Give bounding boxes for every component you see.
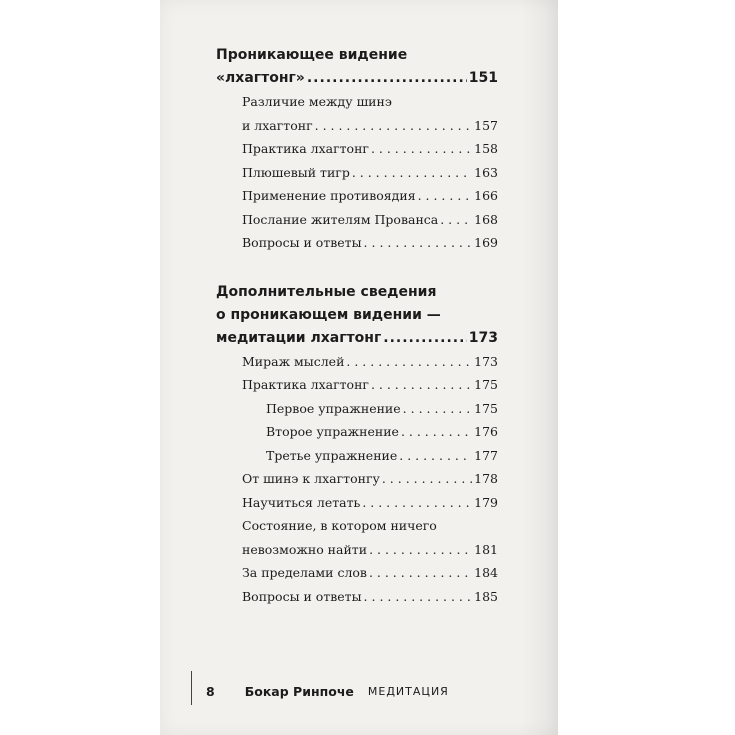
- running-footer: [191, 682, 449, 700]
- page-number: 181: [474, 541, 498, 557]
- footer-page-number: 8: [206, 683, 215, 699]
- toc-entry: [216, 585, 498, 609]
- dot-leader: [346, 350, 472, 374]
- page-number: 151: [468, 70, 498, 86]
- dot-leader: [352, 161, 472, 185]
- toc-entry: [216, 491, 498, 515]
- page-number: 169: [474, 235, 498, 250]
- page-number: 168: [474, 211, 498, 227]
- dot-leader: [362, 491, 472, 515]
- entry-title: От шинэ к лхагтонгу: [242, 471, 380, 486]
- toc-subentry: [216, 420, 498, 444]
- entry-title: Первое упражнение: [266, 400, 401, 416]
- toc-entry: [216, 467, 498, 491]
- entry-title: и лхагтонг: [242, 117, 313, 133]
- dot-leader: [369, 561, 472, 585]
- page-number: 173: [468, 329, 498, 346]
- dot-leader: [440, 208, 472, 232]
- entry-title-line: Различие между шинэ: [242, 94, 392, 109]
- section-title-line: «лхагтонг»: [216, 70, 305, 86]
- footer-book-title: МЕДИТАЦИЯ: [367, 684, 449, 698]
- toc-entry: [216, 184, 498, 208]
- toc-entry: [216, 561, 498, 585]
- page-bleed-shadow: [520, 0, 558, 735]
- dot-leader: [403, 397, 472, 421]
- toc-section-1-title: [216, 44, 498, 90]
- toc-subentry: [216, 444, 498, 468]
- entry-title: Третье упражнение: [266, 447, 398, 463]
- toc-section-2-title: [216, 281, 498, 350]
- entry-title: Вопросы и ответы: [242, 235, 362, 250]
- page-number: 173: [474, 353, 498, 369]
- toc-entry: [216, 373, 498, 397]
- dot-leader: [383, 327, 467, 350]
- entry-title: Послание жителям Прованса: [242, 211, 439, 227]
- section-title-line: о проникающем видении —: [216, 306, 441, 323]
- dot-leader: [418, 184, 473, 208]
- toc-entry: [216, 231, 498, 255]
- page-number: 179: [474, 494, 498, 510]
- section-title-line: медитации лхагтонг: [216, 329, 382, 346]
- entry-title: За пределами слов: [242, 565, 367, 580]
- page-number: 175: [474, 400, 498, 416]
- dot-leader: [364, 585, 473, 609]
- page-number: 163: [474, 164, 498, 180]
- page-number: 157: [474, 117, 498, 133]
- dot-leader: [364, 231, 473, 255]
- page-number: 178: [474, 471, 498, 486]
- toc-entry: [216, 208, 498, 232]
- dot-leader: [369, 538, 472, 562]
- entry-title: Практика лхагтонг: [242, 377, 369, 392]
- section-title-line: Дополнительные сведения: [216, 283, 437, 300]
- dot-leader: [371, 373, 472, 397]
- page-number: 166: [474, 188, 498, 203]
- dot-leader: [382, 467, 472, 491]
- page-number: 158: [474, 141, 498, 156]
- toc-entry: [216, 350, 498, 374]
- page-number: 176: [474, 424, 498, 439]
- entry-title: Второе упражнение: [266, 424, 399, 439]
- page-number: 185: [474, 588, 498, 604]
- dot-leader: [399, 444, 472, 468]
- table-of-contents: [216, 44, 498, 608]
- dot-leader: [401, 420, 472, 444]
- entry-title: Плюшевый тигр: [242, 164, 350, 180]
- entry-title: Научиться летать: [242, 494, 361, 510]
- dot-leader: [315, 114, 473, 138]
- dot-leader: [307, 67, 467, 90]
- page-number: 175: [474, 377, 498, 392]
- page-number: 184: [474, 565, 498, 580]
- entry-title: Мираж мыслей: [242, 353, 345, 369]
- toc-entry: [216, 161, 498, 185]
- entry-title: Применение противоядия: [242, 188, 416, 203]
- footer-rule: [191, 671, 192, 705]
- entry-title: Практика лхагтонг: [242, 141, 369, 156]
- toc-subentry: [216, 397, 498, 421]
- toc-entry: [216, 514, 498, 561]
- toc-entry: [216, 90, 498, 137]
- entry-title: невозможно найти: [242, 541, 368, 557]
- page-number: 177: [474, 447, 498, 463]
- dot-leader: [371, 137, 472, 161]
- entry-title: Вопросы и ответы: [242, 588, 362, 604]
- entry-title-line: Состояние, в котором ничего: [242, 518, 437, 533]
- section-title-line: Проникающее видение: [216, 47, 408, 63]
- footer-author: Бокар Ринпоче: [244, 683, 354, 699]
- toc-entry: [216, 137, 498, 161]
